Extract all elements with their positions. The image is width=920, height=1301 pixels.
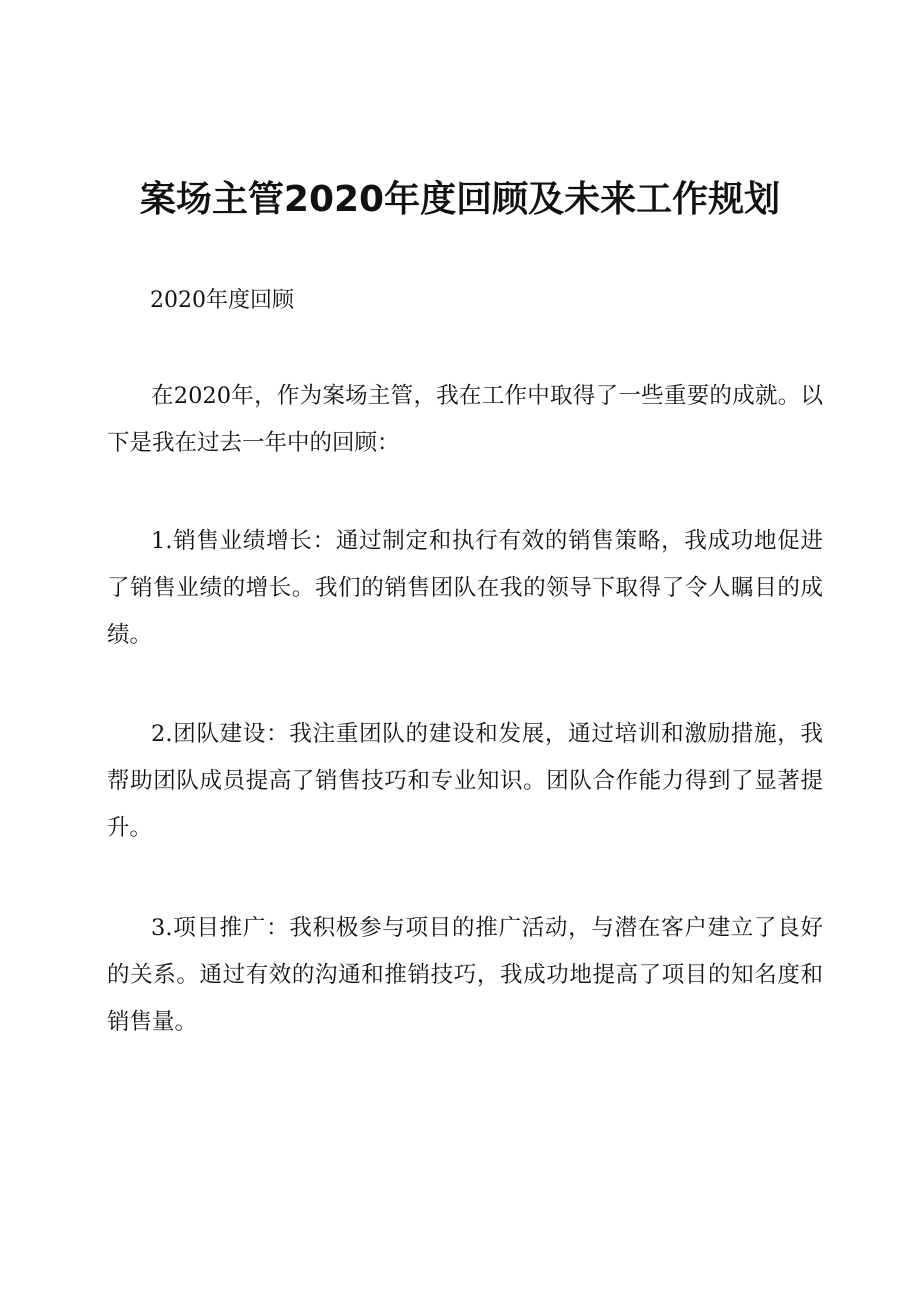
review-item-text: .项目推广：我积极参与项目的推广活动，与潜在客户建立了良好的关系。通过有效的沟通和推销技巧，我成功地提高了项目的知名度和销售量。 xyxy=(107,915,823,1035)
review-item-number: 3 xyxy=(151,915,166,941)
intro-paragraph: 在2020年，作为案场主管，我在工作中取得了一些重要的成就。以下是我在过去一年中的回顾： xyxy=(107,383,823,456)
review-item-3 xyxy=(107,905,823,1046)
review-item-text: .销售业绩增长：通过制定和执行有效的销售策略，我成功地促进了销售业绩的增长。我们的销售团队在我的领导下取得了令人瞩目的成绩。 xyxy=(107,528,823,648)
page-title: 案场主管2020年度回顾及未来工作规划 xyxy=(139,179,781,220)
review-item-number: 1 xyxy=(151,528,166,554)
review-item-2 xyxy=(107,711,823,852)
review-item-1 xyxy=(107,518,823,659)
review-item-text: .团队建设：我注重团队的建设和发展，通过培训和激励措施，我帮助团队成员提高了销售技巧和专业知识。团队合作能力得到了显著提升。 xyxy=(107,721,823,841)
section-heading: 2020年度回顾 xyxy=(150,288,294,313)
review-item-number: 2 xyxy=(151,721,166,747)
